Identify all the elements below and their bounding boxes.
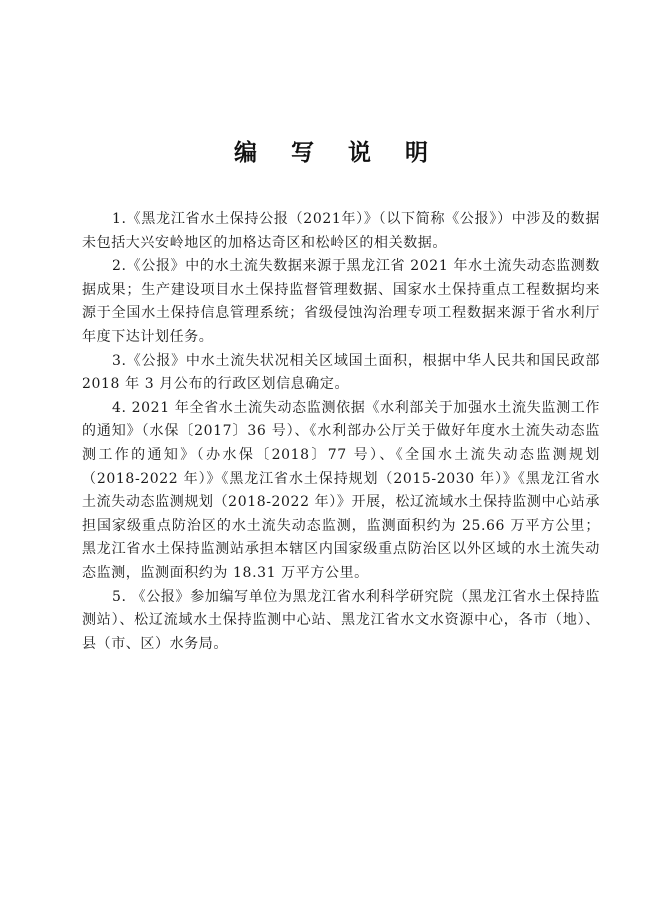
paragraph-3: 3.《公报》中水土流失状况相关区域国土面积，根据中华人民共和国民政部 2018 年 3 月公布的行政区划信息确定。 <box>82 352 600 393</box>
paragraph-1: 1.《黑龙江省水土保持公报（2021年）》（以下简称《公报》）中涉及的数据未包括大兴安岭地区的加格达奇区和松岭区的相关数据。 <box>82 211 600 251</box>
paragraph-2: 2.《公报》中的水土流失数据来源于黑龙江省 2021 年水土流失动态监测数据成果；生产建设项目水土保持监督管理数据、国家水土保持重点工程数据均来源于全国水土保持信息管理系统；省级侵蚀沟治理专项工程数据来源于省水利厅年度下达计划任务。 <box>82 258 600 345</box>
document-body <box>82 208 600 656</box>
paragraph-5: 5. 《公报》参加编写单位为黑龙江省水利科学研究院（黑龙江省水土保持监测站）、松辽流域水土保持监测中心站、黑龙江省水文水资源中心，各市（地）、县（市、区）水务局。 <box>82 588 600 652</box>
paragraph-4: 4. 2021 年全省水土流失动态监测依据《水利部关于加强水土流失监测工作的通知》（水保〔2017〕36 号）、《水利部办公厅关于做好年度水土流失动态监测工作的通知》（办水保〔2018〕77 号）、《全国水土流失动态监测规划（2018-2022 年）》《黑龙江省水土保持规划（2015-2030 年）》《黑龙江省水土流失动态监测规划（2018-2022 年）》开展，松辽流域水土保持监测中心站承担国家级重点防治区的水土流失动态监测，监测面积约为 25.66 万平方公里；黑龙江省水土保持监测站承担本辖区内国家级重点防治区以外区域的水土流失动态监测，监测面积约为 18.31 万平方公里。 <box>82 399 600 581</box>
page-title: 编 写 说 明 <box>233 139 442 166</box>
